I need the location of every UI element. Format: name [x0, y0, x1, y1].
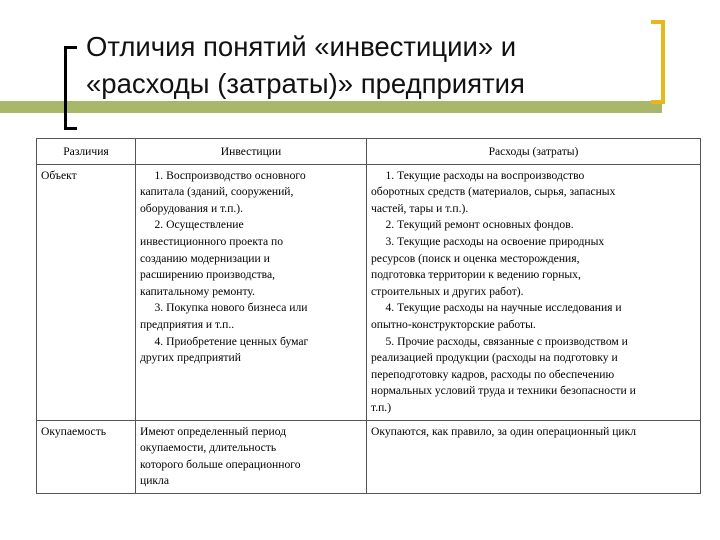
cell-line: 2. Текущий ремонт основных фондов. — [371, 218, 574, 232]
table-row-object — [37, 164, 701, 420]
cell-line: 2. Осуществление — [140, 218, 244, 232]
cell-line: ресурсов (поиск и оценка месторождения, — [371, 251, 580, 265]
cell-line: 1. Воспроизводство основного — [140, 168, 306, 182]
cell-payback-expenses — [367, 420, 701, 493]
row-label-payback: Окупаемость — [37, 420, 136, 493]
header-expenses: Расходы (затраты) — [367, 139, 701, 165]
cell-line: других предприятий — [140, 351, 241, 365]
cell-line: цикла — [140, 474, 169, 488]
cell-line: 3. Покупка нового бизнеса или — [140, 301, 308, 315]
slide-title-line-2: «расходы (затраты)» предприятия — [86, 68, 525, 99]
header-investments: Инвестиции — [136, 139, 367, 165]
row-label-object: Объект — [37, 164, 136, 420]
cell-line: 3. Текущие расходы на освоение природных — [371, 234, 605, 248]
header-differences: Различия — [37, 139, 136, 165]
cell-line: нормальных условий труда и техники безопасности и — [371, 384, 636, 398]
cell-payback-investments — [136, 420, 367, 493]
left-bracket-decoration — [64, 46, 77, 130]
cell-line: переподготовку кадров, расходы по обеспечению — [371, 367, 615, 381]
cell-line: капитала (зданий, сооружений, — [140, 185, 294, 199]
cell-line: инвестиционного проекта по — [140, 234, 284, 248]
cell-line: расширению производства, — [140, 268, 276, 282]
cell-line: Окупаются, как правило, за один операционный цикл — [371, 424, 637, 438]
slide-title — [86, 28, 666, 102]
cell-line: капитальному ремонту. — [140, 284, 255, 298]
cell-line: подготовка территории к ведению горных, — [371, 268, 581, 282]
cell-line: которого больше операционного — [140, 457, 301, 471]
cell-line: предприятия и т.п.. — [140, 317, 235, 331]
comparison-table — [36, 138, 701, 494]
cell-line: 1. Текущие расходы на воспроизводство — [371, 168, 585, 182]
cell-line: частей, тары и т.п.). — [371, 201, 469, 215]
table-row-payback — [37, 420, 701, 493]
cell-line: окупаемости, длительность — [140, 441, 277, 455]
cell-line: Имеют определенный период — [140, 424, 287, 438]
cell-line: строительных и других работ). — [371, 284, 524, 298]
cell-line: опытно-конструкторские работы. — [371, 317, 536, 331]
table-header-row — [37, 139, 701, 165]
cell-line: оборотных средств (материалов, сырья, запасных — [371, 185, 616, 199]
cell-line: т.п.) — [371, 400, 392, 414]
cell-object-investments — [136, 164, 367, 420]
cell-line: 4. Приобретение ценных бумаг — [140, 334, 309, 348]
cell-line: 5. Прочие расходы, связанные с производством и — [371, 334, 628, 348]
cell-object-expenses — [367, 164, 701, 420]
cell-line: реализацией продукции (расходы на подготовку и — [371, 351, 618, 365]
cell-line: 4. Текущие расходы на научные исследования и — [371, 301, 622, 315]
slide-title-line-1: Отличия понятий «инвестиции» и — [86, 31, 517, 62]
accent-bar — [0, 101, 662, 113]
cell-line: созданию модернизации и — [140, 251, 270, 265]
cell-line: оборудования и т.п.). — [140, 201, 244, 215]
